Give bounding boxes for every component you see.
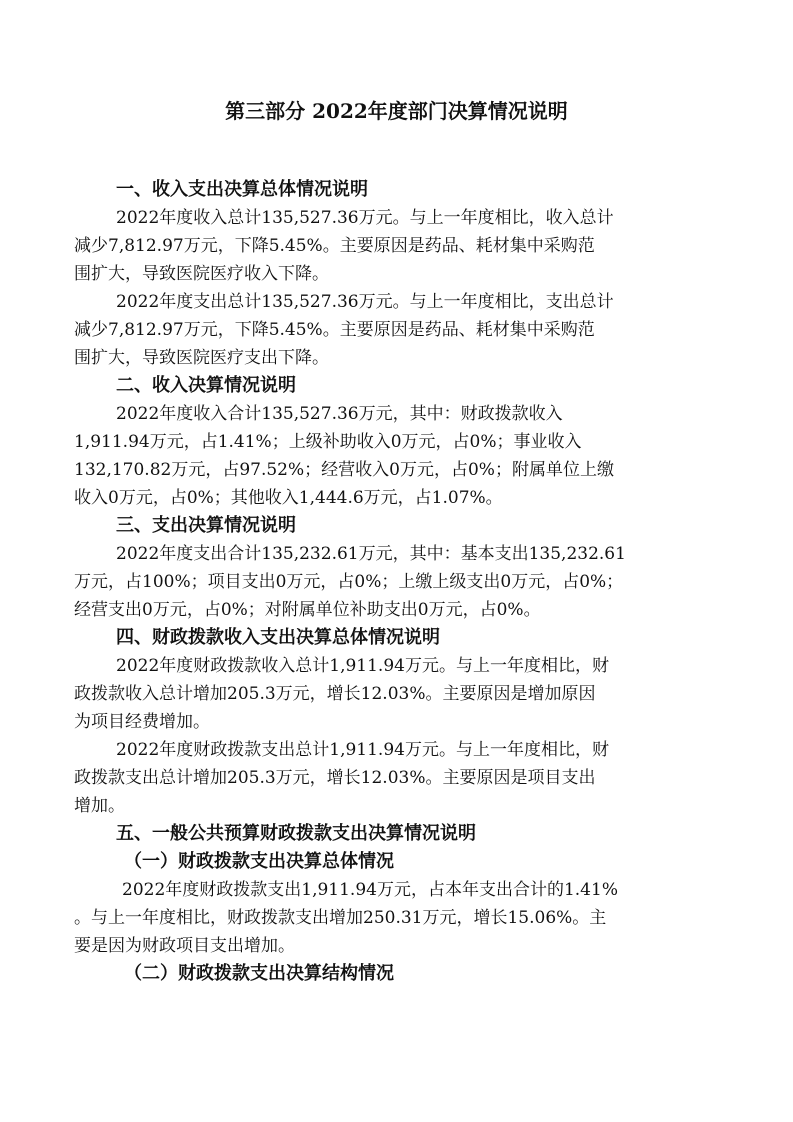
text-line: 2022年度支出总计135,527.36万元。与上一年度相比，支出总计 <box>116 292 614 312</box>
text-line: 2022年度财政拨款支出1,911.94万元，占本年支出合计的1.41% <box>122 880 618 900</box>
text-line: 围扩大，导致医院医疗支出下降。 <box>74 348 329 368</box>
paragraph-expense-detail <box>74 540 719 624</box>
text-line: 2022年度收入总计135,527.36万元。与上一年度相比，收入总计 <box>116 208 614 228</box>
section-heading-2: 二、收入决算情况说明 <box>116 375 296 396</box>
subsection-heading-1: （一）财政拨款支出决算总体情况 <box>124 851 394 872</box>
text-line: 增加。 <box>74 796 125 816</box>
text-line: 减少7,812.97万元，下降5.45%。主要原因是药品、耗材集中采购范 <box>74 236 595 256</box>
text-line: 。与上一年度相比，财政拨款支出增加250.31万元，增长15.06%。主 <box>74 908 607 928</box>
paragraph-fiscal-expense-overview <box>74 876 719 960</box>
text-line: 收入0万元，占0%；其他收入1,444.6万元，占1.07%。 <box>74 488 503 508</box>
paragraph-fiscal-income <box>74 652 719 736</box>
text-line: 2022年度收入合计135,527.36万元，其中：财政拨款收入 <box>116 404 563 424</box>
paragraph-expense-total <box>74 288 719 372</box>
text-line: 围扩大，导致医院医疗收入下降。 <box>74 264 329 284</box>
document-body <box>74 176 719 988</box>
text-line: 1,911.94万元，占1.41%；上级补助收入0万元，占0%；事业收入 <box>74 432 582 452</box>
text-line: 为项目经费增加。 <box>74 712 210 732</box>
text-line: 132,170.82万元，占97.52%；经营收入0万元，占0%；附属单位上缴 <box>74 460 614 480</box>
text-line: 2022年度财政拨款收入总计1,911.94万元。与上一年度相比，财 <box>116 656 609 676</box>
text-line: 政拨款收入总计增加205.3万元，增长12.03%。主要原因是增加原因 <box>74 684 596 704</box>
text-line: 2022年度支出合计135,232.61万元，其中：基本支出135,232.61 <box>116 544 626 564</box>
text-line: 政拨款支出总计增加205.3万元，增长12.03%。主要原因是项目支出 <box>74 768 596 788</box>
text-line: 要是因为财政项目支出增加。 <box>74 936 295 956</box>
section-heading-5: 五、一般公共预算财政拨款支出决算情况说明 <box>116 823 476 844</box>
paragraph-income-detail <box>74 400 719 512</box>
text-line: 万元，占100%；项目支出0万元，占0%；上缴上级支出0万元，占0%； <box>74 572 624 592</box>
text-line: 2022年度财政拨款支出总计1,911.94万元。与上一年度相比，财 <box>116 740 609 760</box>
section-heading-3: 三、支出决算情况说明 <box>116 515 296 536</box>
text-line: 减少7,812.97万元，下降5.45%。主要原因是药品、耗材集中采购范 <box>74 320 595 340</box>
section-heading-1: 一、收入支出决算总体情况说明 <box>116 179 368 200</box>
subsection-heading-2: （二）财政拨款支出决算结构情况 <box>124 963 394 984</box>
page-title: 第三部分 2022年度部门决算情况说明 <box>225 99 568 123</box>
section-heading-4: 四、财政拨款收入支出决算总体情况说明 <box>116 627 440 648</box>
paragraph-income-total <box>74 204 719 288</box>
paragraph-fiscal-expense <box>74 736 719 820</box>
text-line: 经营支出0万元，占0%；对附属单位补助支出0万元，占0%。 <box>74 600 541 620</box>
